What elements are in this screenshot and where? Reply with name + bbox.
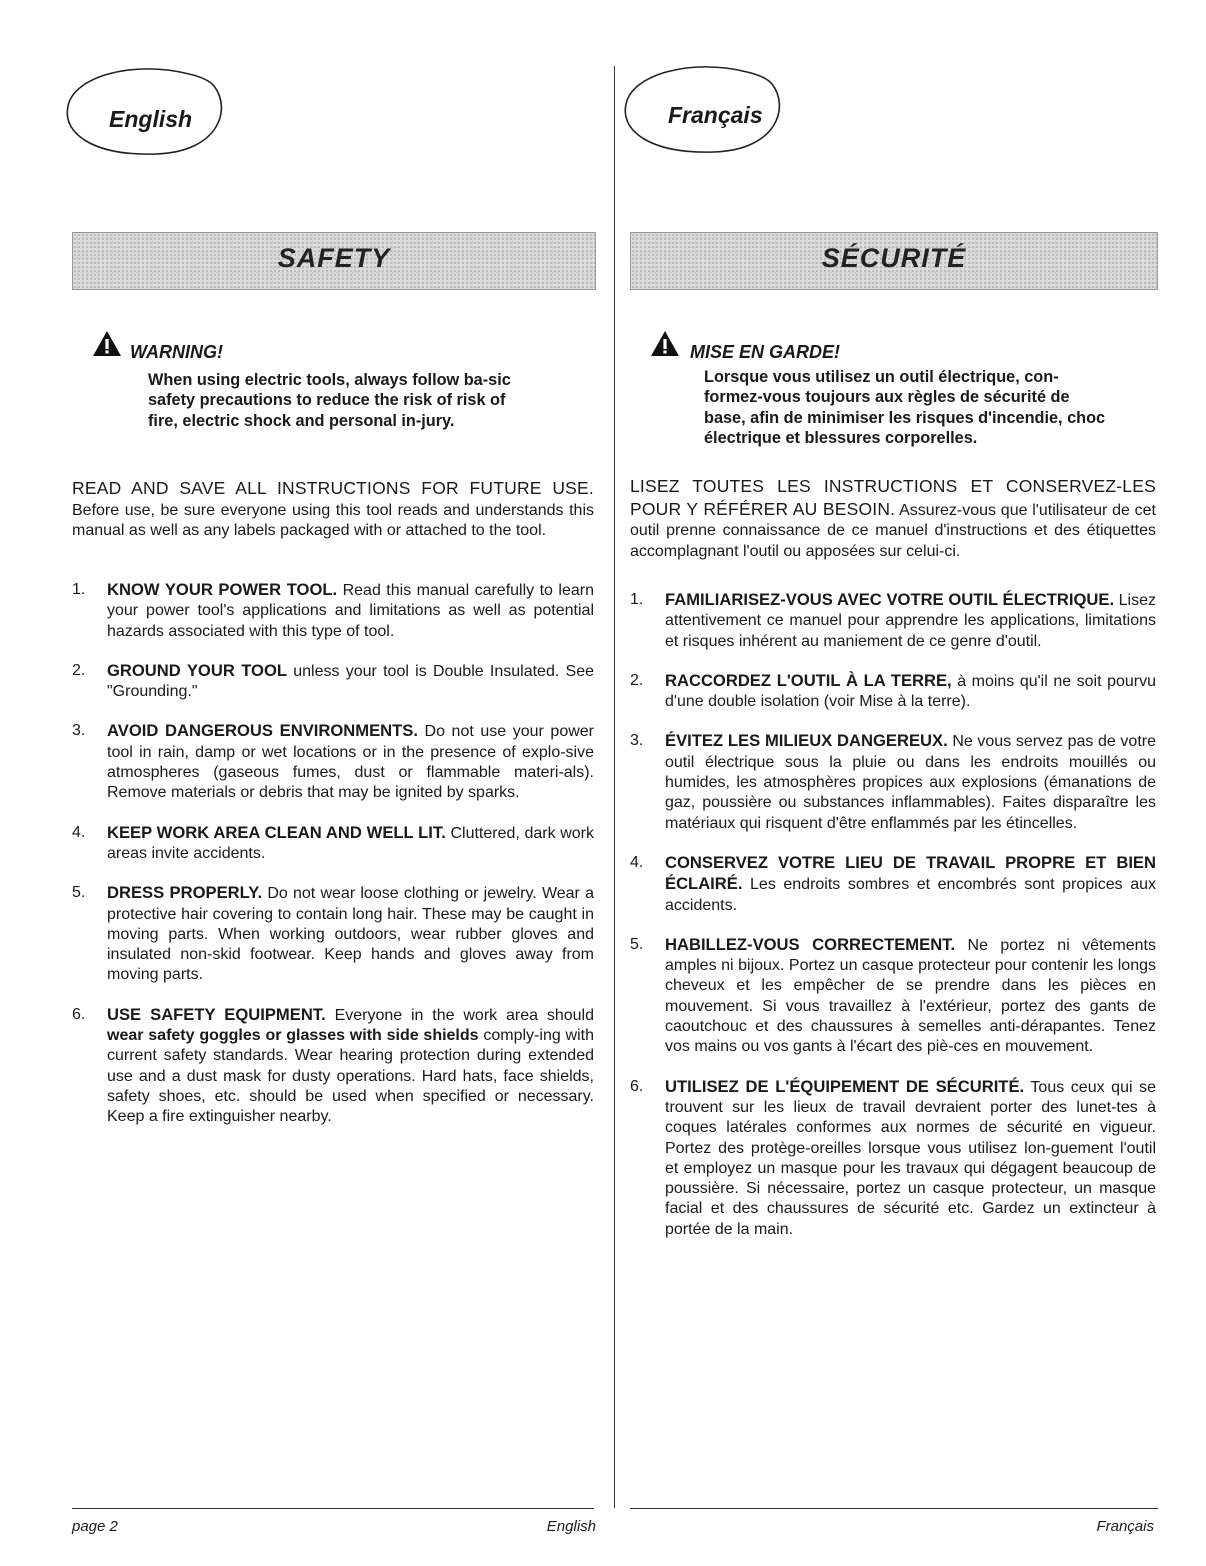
item-number: 1. [630,591,644,608]
item-heading: UTILISEZ DE L'ÉQUIPEMENT DE SÉCURITÉ. [665,1076,1025,1096]
item-heading: ÉVITEZ LES MILIEUX DANGEREUX. [665,731,948,751]
list-item [630,1077,1156,1240]
item-number: 2. [72,661,86,679]
item-number: 3. [630,732,644,750]
footer-rule [72,1508,594,1509]
warning-triangle-icon [650,330,680,357]
warning-text: Lorsque vous utilisez un outil électrique, con-formez-vous toujours aux règles de sécurité de base, afin de minimiser les risques d'incendie, choc électrique et blessures corporelles. [704,368,1106,448]
item-number: 6. [72,1005,86,1023]
item-text: Tous ceux qui se trouvent sur les lieux de travail devraient porter des lunet-tes à coques latérales conformes aux normes de sécurité en vigueur. Portez des protège-oreilles lorsque vous utilisez lon-guement l'outil et employez un masque pour les travaux qui dégagent beaucoup de poussière. Si nécessaire, portez un casque protecteur, un masque facial et des chaussures de sécurité etc. Gardez un extincteur à portée de la main. [665,1078,1156,1238]
item-heading: FAMILIARISEZ-VOUS AVEC VOTRE OUTIL ÉLECTRIQUE. [665,590,1115,609]
item-heading: USE SAFETY EQUIPMENT. [107,1004,326,1024]
item-heading: CONSERVEZ VOTRE LIEU DE TRAVAIL PROPRE ET BIEN ÉCLAIRÉ. [665,852,1156,894]
list-item [72,661,594,703]
item-number: 1. [72,581,86,598]
column-divider [614,66,615,1508]
item-text: Everyone in the work area should [334,1006,595,1024]
item-emphasis: wear safety goggles or glasses with side shields [107,1027,479,1045]
footer-page-number: page 2 [72,1518,118,1535]
list-item [72,580,594,642]
intro-caps: READ AND SAVE ALL INSTRUCTIONS FOR FUTURE USE. [72,478,594,498]
item-text: Read this manual carefully to learn your power tool's applications and limitations as well as potential hazards associated with this type of tool. [107,582,594,640]
list-item [72,823,594,865]
item-heading: GROUND YOUR TOOL [107,660,287,680]
item-heading: DRESS PROPERLY. [107,883,263,903]
item-text: Do not use your power tool in rain, damp or wet locations or in the presence of explo-sive atmospheres (gaseous fumes, dust or flammable materi-als). Remove materials or debris that may be ignited by sparks. [107,723,594,802]
securite-banner [630,232,1158,290]
warning-text: When using electric tools, always follow ba-sic safety precautions to reduce the risk of risk of fire, electric shock and personal in-jury. [148,371,511,430]
list-item [72,721,594,803]
item-number: 4. [630,853,644,871]
item-heading: RACCORDEZ L'OUTIL À LA TERRE, [665,670,952,690]
list-item [630,853,1156,916]
intro-text: Assurez-vous que l'utilisateur de cet outil prenne connaissance de ce manuel d'instructions et des étiquettes accomplagnant l'outil ou apposées sur celui-ci. [630,501,1156,560]
footer-language: Français [1096,1518,1154,1535]
item-text: comply-ing with current safety standards. Wear hearing protection during extended use and a dust mask for dusty operations. Hard hats, face shields, safety shoes, etc. should be used when specified or necessary. Keep a fire extinguisher nearby. [107,1027,594,1126]
item-text: Lisez attentivement ce manuel pour apprendre les applications, limitations et risques inhérent au maniement de ce genre d'outil. [665,592,1157,650]
list-item [630,590,1156,652]
item-text: Ne portez ni vêtements amples ni bijoux. Portez un casque protecteur pour contenir les longs cheveux et les empêcher de se prendre dans les pièces en mouvement. Si vous travaillez à l'extérieur, portez des gants de caoutchouc et des chaussures à semelles anti-dérapantes. Tenez vos mains ou vos gants à l'écart des piè-ces en mouvement. [665,936,1156,1056]
banner-title: SÉCURITÉ [821,243,967,273]
safety-banner [72,232,596,290]
safety-rules-list [72,580,594,1128]
item-number: 6. [630,1077,644,1095]
item-heading: KEEP WORK AREA CLEAN AND WELL LIT. [107,822,446,842]
item-number: 3. [72,722,86,740]
banner-title: SAFETY [277,243,391,273]
list-item [72,1005,594,1128]
language-label-english: English [109,106,193,132]
item-text: unless your tool is Double Insulated. See "Grounding." [107,662,594,701]
warning-label: MISE EN GARDE! [690,342,841,362]
warning-label: WARNING! [130,342,223,362]
safety-rules-list [630,590,1156,1240]
list-item [630,731,1156,833]
intro-caps: LISEZ TOUTES LES INSTRUCTIONS ET CONSERVEZ-LES POUR Y RÉFÉRER AU BESOIN. [630,476,1156,519]
item-text: Ne vous servez pas de votre outil électrique sous la pluie ou dans les endroits mouillés ou humides, les atmosphères propices aux explosions (émanations de gaz, poussière ou substances inflammables). Faites disparaître les matériaux qui risquent d'être enflammés par les étincelles. [665,733,1157,832]
intro-paragraph [630,476,1156,562]
english-column [72,0,596,1566]
item-number: 5. [72,884,86,902]
language-label-french: Français [668,102,763,128]
item-text: Les endroits sombres et encombrés sont propices aux accidents. [665,876,1156,914]
item-number: 5. [630,935,644,953]
list-item [72,883,594,985]
item-text: Cluttered, dark work areas invite accidents. [107,824,595,862]
item-heading: KNOW YOUR POWER TOOL. [107,580,338,599]
intro-paragraph [72,478,594,542]
intro-text: Before use, be sure everyone using this tool reads and understands this manual as well as any labels packaged with or attached to the tool. [72,501,594,540]
item-number: 2. [630,671,644,689]
footer-rule [630,1508,1158,1509]
footer-language: English [546,1518,596,1535]
item-heading: HABILLEZ-VOUS CORRECTEMENT. [665,934,956,954]
french-column [630,0,1158,1566]
item-number: 4. [72,823,86,841]
list-item [630,671,1156,713]
warning-triangle-icon [92,330,122,357]
item-heading: AVOID DANGEROUS ENVIRONMENTS. [107,721,418,741]
item-text: Do not wear loose clothing or jewelry. Wear a protective hair covering to contain long hair. These may be caught in moving parts. When working outdoors, wear rubber gloves and insulated non-skid footwear. Keep hands and gloves away from moving parts. [107,885,594,984]
item-text: à moins qu'il ne soit pourvu d'une double isolation (voir Mise à la terre). [665,672,1156,711]
list-item [630,935,1156,1058]
